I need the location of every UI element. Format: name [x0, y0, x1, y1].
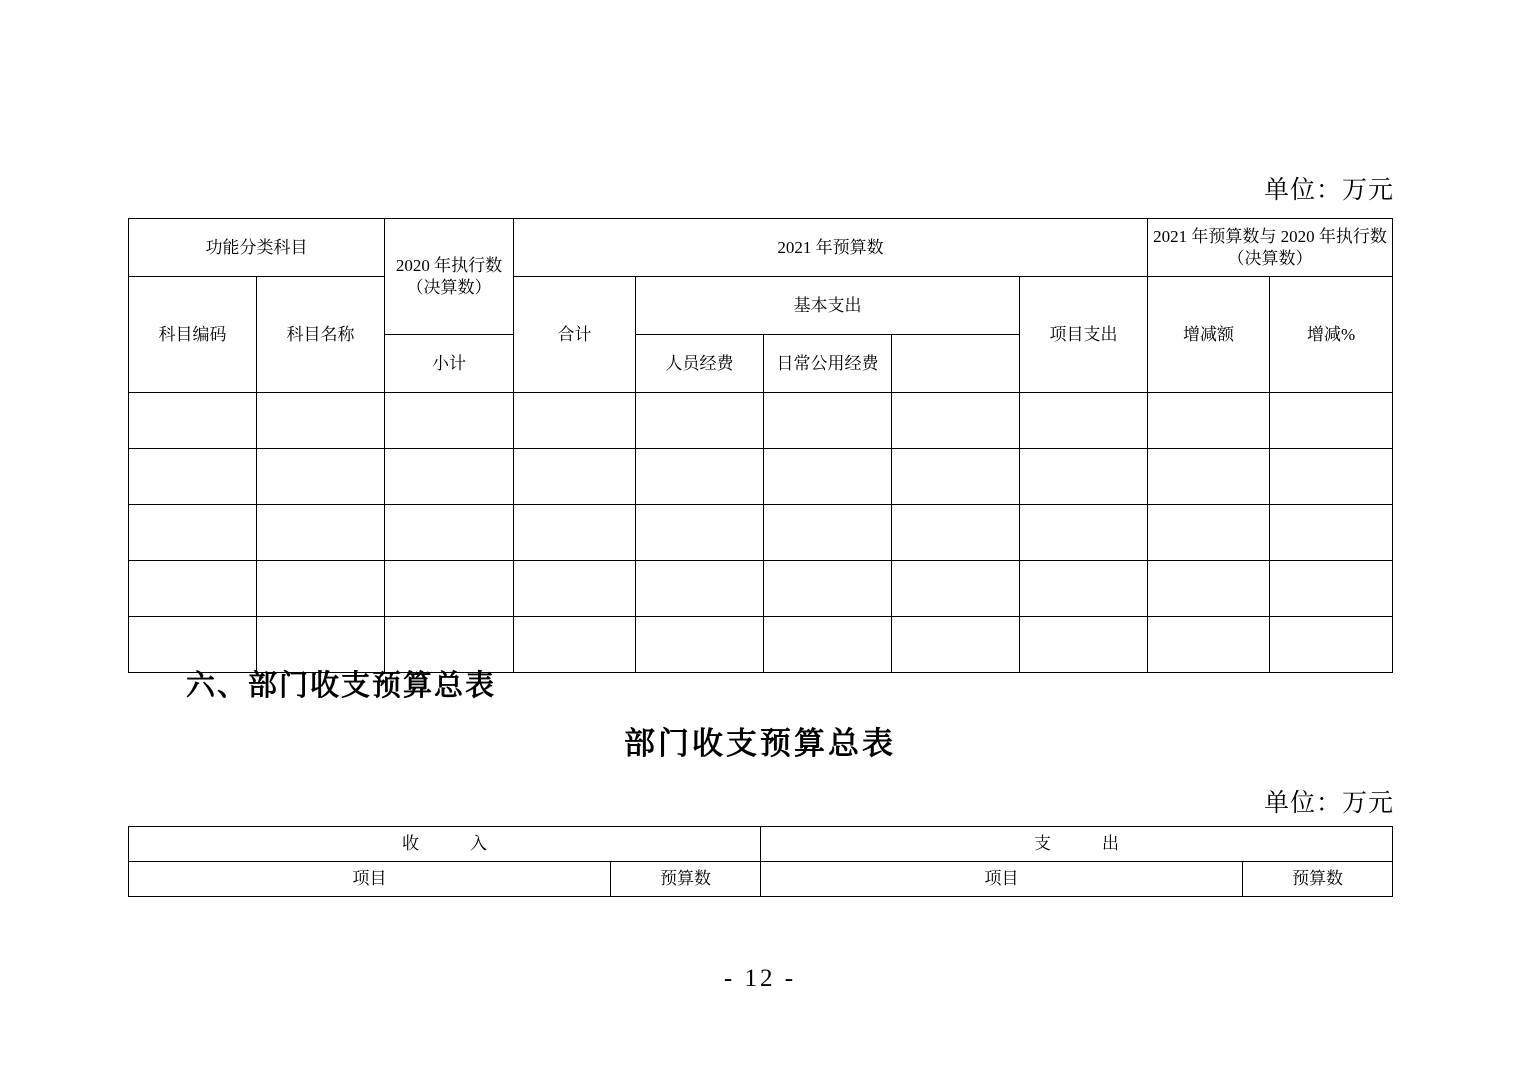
cell-subject-code: [129, 505, 257, 561]
cell-increase-amount: [1148, 617, 1270, 673]
header-total: 合计: [514, 277, 636, 393]
cell-subtotal: [636, 393, 764, 449]
cell-project-expenditure: [1020, 393, 1148, 449]
cell-personnel-funds: [764, 393, 892, 449]
cell-subject-name: [257, 449, 385, 505]
table-row: [129, 393, 1393, 449]
cell-personnel-funds: [764, 449, 892, 505]
header-personnel-funds: 人员经费: [636, 335, 764, 393]
page-title: 部门收支预算总表: [624, 726, 896, 761]
header-subtotal: 小计: [385, 335, 514, 393]
header-income: 收 入: [129, 827, 761, 862]
cell-total: [514, 561, 636, 617]
cell-increase-percent: [1270, 449, 1393, 505]
header-expenditure: 支 出: [761, 827, 1393, 862]
cell-daily-public-funds: [892, 561, 1020, 617]
cell-increase-percent: [1270, 617, 1393, 673]
income-expenditure-summary-table: [128, 826, 1393, 897]
cell-subject-code: [129, 449, 257, 505]
header-budget-2021: 2021 年预算数: [514, 219, 1148, 277]
cell-personnel-funds: [764, 505, 892, 561]
header-increase-amount: 增减额: [1148, 277, 1270, 393]
table-header-row-2: [129, 277, 1393, 335]
unit-label-bottom: 单位：万元: [1263, 790, 1394, 817]
header-income-budget: 预算数: [611, 862, 761, 897]
cell-subtotal: [636, 561, 764, 617]
header-daily-public-funds: 日常公用经费: [764, 335, 892, 393]
cell-increase-amount: [1148, 393, 1270, 449]
header-subject-code: 科目编码: [129, 277, 257, 393]
unit-label-top: 单位：万元: [1263, 177, 1394, 204]
header-increase-percent: 增减%: [1270, 277, 1393, 393]
cell-increase-percent: [1270, 561, 1393, 617]
functional-classification-table: [128, 218, 1393, 673]
section-heading: 六、部门收支预算总表: [186, 670, 497, 702]
cell-subject-name: [257, 561, 385, 617]
cell-subtotal: [636, 505, 764, 561]
table-row: [129, 561, 1393, 617]
cell-execution-2020: [385, 449, 514, 505]
header-expenditure-item: 项目: [761, 862, 1243, 897]
table-header-row-1: [129, 219, 1393, 277]
cell-total: [514, 617, 636, 673]
table-header-row-1: [129, 827, 1393, 862]
header-comparison: 2021 年预算数与 2020 年执行数（决算数）: [1148, 219, 1393, 277]
cell-daily-public-funds: [892, 393, 1020, 449]
cell-personnel-funds: [764, 617, 892, 673]
cell-execution-2020: [385, 561, 514, 617]
cell-subtotal: [636, 449, 764, 505]
cell-increase-amount: [1148, 505, 1270, 561]
cell-increase-percent: [1270, 505, 1393, 561]
cell-increase-percent: [1270, 393, 1393, 449]
cell-daily-public-funds: [892, 617, 1020, 673]
header-project-expenditure: 项目支出: [1020, 277, 1148, 393]
cell-project-expenditure: [1020, 449, 1148, 505]
header-subject-name: 科目名称: [257, 277, 385, 393]
header-basic-expenditure: 基本支出: [636, 277, 1020, 335]
cell-project-expenditure: [1020, 505, 1148, 561]
cell-daily-public-funds: [892, 505, 1020, 561]
header-expenditure-budget: 预算数: [1243, 862, 1393, 897]
header-functional-category: 功能分类科目: [129, 219, 385, 277]
cell-total: [514, 393, 636, 449]
cell-execution-2020: [385, 393, 514, 449]
cell-subject-code: [129, 393, 257, 449]
cell-daily-public-funds: [892, 449, 1020, 505]
cell-personnel-funds: [764, 561, 892, 617]
cell-increase-amount: [1148, 561, 1270, 617]
cell-increase-amount: [1148, 449, 1270, 505]
cell-project-expenditure: [1020, 617, 1148, 673]
header-income-item: 项目: [129, 862, 611, 897]
cell-subject-name: [257, 393, 385, 449]
cell-subject-code: [129, 561, 257, 617]
header-execution-2020: 2020 年执行数（决算数）: [385, 219, 514, 335]
table-row: [129, 505, 1393, 561]
cell-project-expenditure: [1020, 561, 1148, 617]
table-header-row-2: [129, 862, 1393, 897]
cell-subtotal: [636, 617, 764, 673]
cell-subject-name: [257, 505, 385, 561]
table-row: [129, 449, 1393, 505]
cell-total: [514, 505, 636, 561]
page-number: - 12 -: [723, 965, 797, 992]
cell-total: [514, 449, 636, 505]
cell-execution-2020: [385, 505, 514, 561]
